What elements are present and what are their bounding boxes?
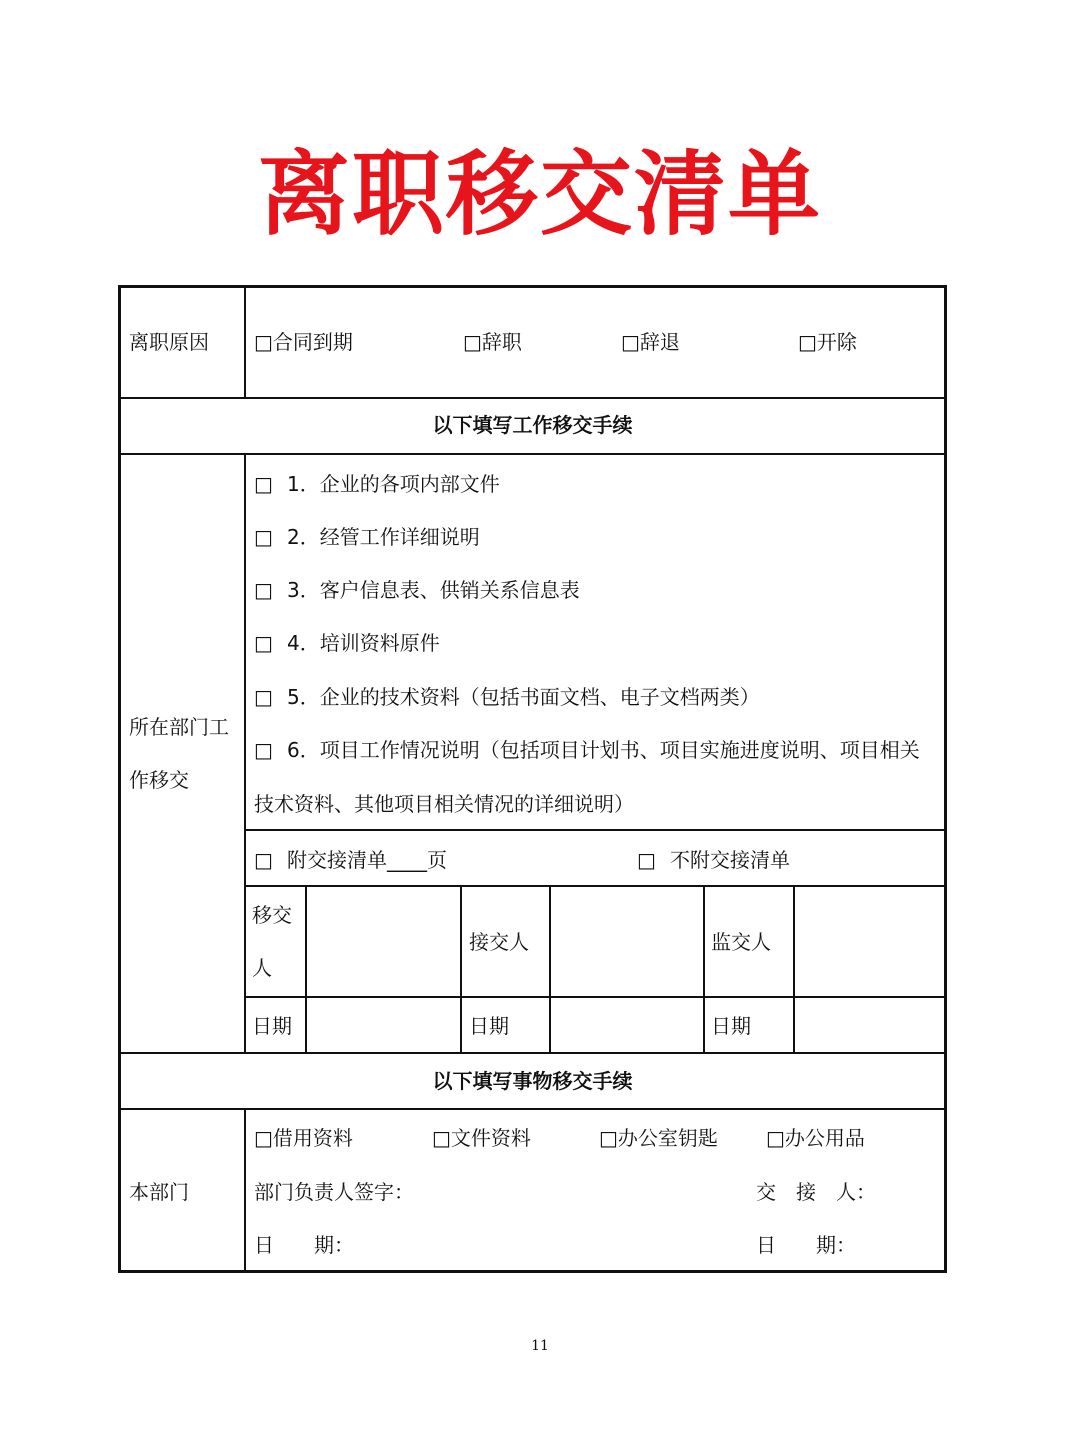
item-customer-info: 3．客户信息表、供销关系信息表 (287, 578, 580, 602)
col-divider (793, 885, 795, 1052)
checkbox-termination[interactable]: □开除 (798, 330, 857, 354)
receiver-date-label: 日期 (469, 1014, 509, 1038)
col-divider (460, 885, 462, 1052)
item-project-status: 6．项目工作情况说明（包括项目计划书、项目实施进度说明、项目相关 (287, 738, 920, 762)
checkbox-office-supplies[interactable]: □办公用品 (766, 1126, 865, 1150)
page-title: 离职移交清单 (257, 141, 822, 248)
leave-reason-label: 离职原因 (129, 330, 209, 354)
checkbox-contract-expiry[interactable]: □合同到期 (254, 330, 353, 354)
checkbox-dismissal[interactable]: □辞退 (621, 330, 680, 354)
col-divider (549, 885, 551, 1052)
checkbox-borrowed-materials[interactable]: □借用资料 (254, 1126, 353, 1150)
col-divider (244, 453, 246, 1052)
row-divider (244, 996, 944, 998)
no-attach-checkbox[interactable]: □ (637, 848, 656, 872)
item-training-materials: 4．培训资料原件 (287, 631, 440, 655)
handover-person-label: 移交 (252, 903, 292, 927)
supervisor-label: 监交人 (711, 930, 771, 954)
row-divider (121, 397, 944, 399)
item-checkbox[interactable]: □ (254, 631, 273, 655)
col-divider (703, 885, 705, 1052)
supervisor-date-label: 日期 (711, 1014, 751, 1038)
item-internal-documents: 1．企业的各项内部文件 (287, 472, 500, 496)
attach-checkbox[interactable]: □ (254, 848, 273, 872)
item-checkbox[interactable]: □ (254, 525, 273, 549)
row-divider (121, 1052, 944, 1054)
item-technical-materials: 5．企业的技术资料（包括书面文档、电子文档两类） (287, 685, 760, 709)
signature-date-right: 日 期： (756, 1233, 856, 1257)
department-work-label: 所在部门工 (129, 715, 229, 739)
handover-date-label: 日期 (252, 1014, 292, 1038)
item-checkbox[interactable]: □ (254, 578, 273, 602)
handover-person-label-cont: 人 (252, 956, 272, 980)
item-work-description: 2．经管工作详细说明 (287, 525, 480, 549)
receiver-label: 接交人 (469, 930, 529, 954)
handover-table (118, 285, 947, 1273)
handover-person-signature-label: 交 接 人： (756, 1180, 876, 1204)
item-checkbox[interactable]: □ (254, 738, 273, 762)
no-attach-list-label: 不附交接清单 (670, 848, 790, 872)
item-project-status-cont: 技术资料、其他项目相关情况的详细说明） (254, 792, 634, 816)
col-divider (244, 1108, 246, 1270)
row-divider (244, 885, 944, 887)
attach-list-label: 附交接清单____页 (287, 848, 447, 872)
checkbox-resignation[interactable]: □辞职 (463, 330, 522, 354)
page-number: 11 (531, 1338, 549, 1354)
row-divider (244, 829, 944, 831)
item-checkbox[interactable]: □ (254, 685, 273, 709)
col-divider (305, 885, 307, 1052)
col-divider (244, 288, 246, 397)
this-department-label: 本部门 (129, 1180, 189, 1204)
department-head-signature-label: 部门负责人签字： (254, 1180, 414, 1204)
checkbox-office-keys[interactable]: □办公室钥匙 (599, 1126, 718, 1150)
checkbox-file-materials[interactable]: □文件资料 (432, 1126, 531, 1150)
goods-section-header: 以下填写事物移交手续 (432, 1069, 633, 1093)
work-section-header: 以下填写工作移交手续 (432, 413, 633, 437)
signature-date-left: 日 期： (254, 1233, 354, 1257)
item-checkbox[interactable]: □ (254, 472, 273, 496)
department-work-label-cont: 作移交 (129, 768, 189, 792)
